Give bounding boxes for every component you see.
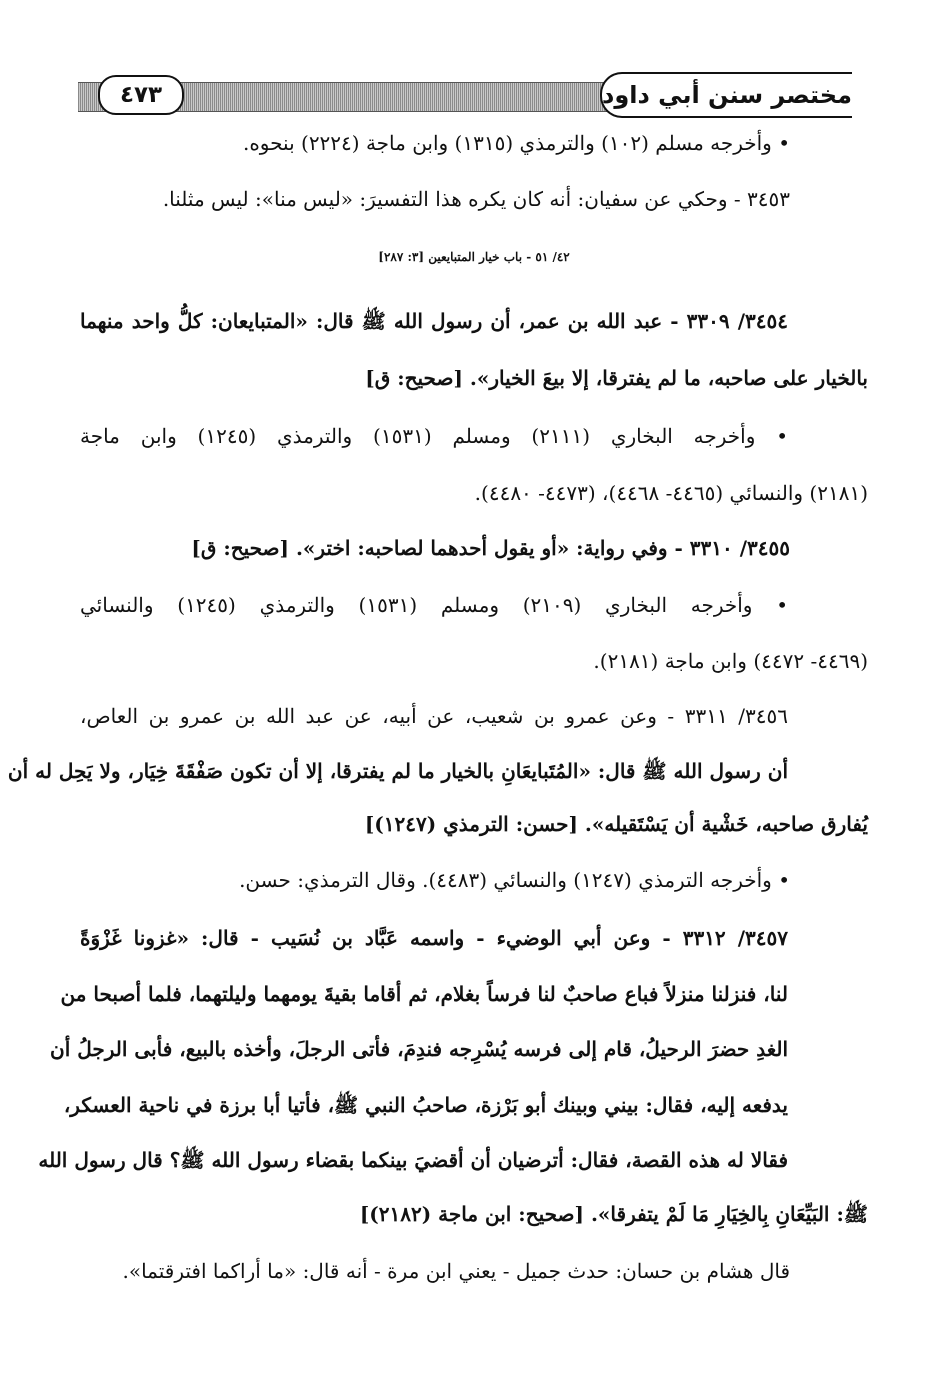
- hadith-3454-line-2: بالخيار على صاحبه، ما لم يفترقا، إلا بيعَ الخيار». [صحيح: ق]: [365, 366, 868, 390]
- hadith-3453: ٣٤٥٣ - وحكي عن سفيان: أنه كان يكره هذا التفسيرَ: «ليس منا»: ليس مثلنا.: [162, 187, 790, 211]
- chapter-heading: ٤٢/ ٥١ - باب خيار المتبايعين [٣: ٢٨٧]: [378, 250, 570, 264]
- hadith-3457-line-4: يدفعه إليه، فقال: بيني وبينك أبو بَرْزة، صاحبُ النبي ﷺ، فأتيا أبا برزة في ناحية العسكر،: [63, 1093, 788, 1117]
- running-title: مختصر سنن أبي داود: [602, 81, 852, 109]
- page-number-box: [98, 75, 184, 115]
- running-title-box: [600, 72, 852, 118]
- hadith-3456-line-2: أن رسول الله ﷺ قال: «المُتَبايعَانِ بالخيار ما لم يفترقا، إلا أن تكون صَفْقَةَ خِيَار، ولا يَحِل له أن: [7, 759, 788, 783]
- hadith-3457-line-5: فقالا له هذه القصة، فقال: أترضيان أن أقضيَ بينكما بقضاء رسول الله ﷺ؟ قال رسول الله: [38, 1148, 788, 1172]
- hadith-3456-line-3: يُفارق صاحبه، خَشْية أن يَسْتَقيله». [حسن: الترمذي (١٢٤٧)]: [364, 812, 868, 836]
- takhrij-note: • وأخرجه مسلم (١٠٢) والترمذي (١٣١٥) وابن ماجة (٢٢٢٤) بنحوه.: [242, 131, 790, 155]
- page-number: ٤٧٣: [119, 82, 163, 108]
- hisham-note: قال هشام بن حسان: حدث جميل - يعني ابن مرة - أنه قال: «ما أراكما افترقتما».: [122, 1259, 790, 1283]
- hadith-3457-line-2: لنا، فنزلنا منزلاً فباع صاحبٌ لنا فرساً بغلام، ثم أقاما بقيةَ يومهما وليلتهما، فلما أصبحا من: [60, 982, 788, 1006]
- takhrij-3455-line-2: (٤٤٦٩- ٤٤٧٢) وابن ماجة (٢١٨١).: [593, 649, 868, 673]
- takhrij-3456: • وأخرجه الترمذي (١٢٤٧) والنسائي (٤٤٨٣). وقال الترمذي: حسن.: [239, 868, 790, 892]
- hadith-3457-line-3: الغدِ حضرَ الرحيلُ، قام إلى فرسه يُسْرِجه فندِمَ، فأتى الرجلَ، وأخذه بالبيع، فأبى الرجلُ أن: [50, 1037, 788, 1061]
- hadith-3456-line-1: ٣٤٥٦/ ٣٣١١ - وعن عمرو بن شعيب، عن أبيه، عن عبد الله بن عمرو بن العاص،: [80, 704, 788, 728]
- takhrij-3454-line-1: • وأخرجه البخاري (٢١١١) ومسلم (١٥٣١) والترمذي (١٢٤٥) وابن ماجة: [80, 424, 789, 448]
- hadith-3454-line-1: ٣٤٥٤/ ٣٣٠٩ - عبد الله بن عمر، أن رسول الله ﷺ قال: «المتبايعان: كلُّ واحد منهما: [80, 309, 788, 333]
- hadith-3457-line-1: ٣٤٥٧/ ٣٣١٢ - وعن أبي الوضيء - واسمه عَبَّاد بن نُسَيب - قال: «غزونا غَزْوَةً: [80, 926, 788, 950]
- hadith-3455: ٣٤٥٥/ ٣٣١٠ - وفي رواية: «أو يقول أحدهما لصاحبه: اختر». [صحيح: ق]: [191, 536, 790, 560]
- takhrij-3455-line-1: • وأخرجه البخاري (٢١٠٩) ومسلم (١٥٣١) والترمذي (١٢٤٥) والنسائي: [80, 593, 788, 617]
- takhrij-3454-line-2: (٢١٨١) والنسائي (٤٤٦٥- ٤٤٦٨)، (٤٤٧٣- ٤٤٨٠).: [474, 481, 868, 505]
- hadith-3457-line-6: ﷺ: البَيِّعَانِ بِالخِيَارِ مَا لَمْ يتفرقا». [صحيح: ابن ماجة (٢١٨٢)]: [359, 1202, 868, 1226]
